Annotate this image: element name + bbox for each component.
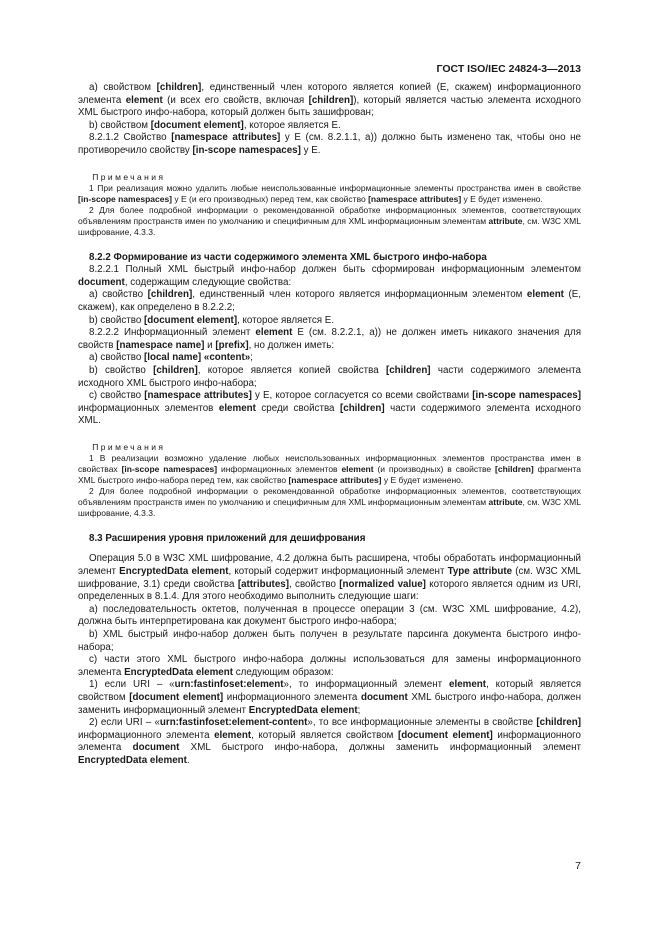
notes-label: Примечания (78, 171, 166, 182)
spacer (78, 428, 581, 442)
spacer (78, 519, 581, 533)
document-body (78, 82, 581, 768)
paragraph: c) части этого XML быстрого инфо-набора должны использоваться для замены информационного элемента EncryptedData element следующим образом: (78, 654, 581, 678)
paragraph: b) свойство [document element], которое является E. (89, 314, 335, 326)
paragraph: a) свойство [children], единственный член которого является информационным элементом element (E, скажем), как определено в 8.2.2.2; (78, 289, 582, 313)
note-paragraph: 2 Для более подробной информации о рекомендованной обработке информационных элементов, соответствующих объявлениям пространств имен по умолчанию и специфичным для XML информационным элементам attribute, см. W3C XML шифрование, 4.3.3. (78, 485, 581, 518)
paragraph: a) свойство [local name] «content»; (89, 352, 253, 364)
document-header: ГОСТ ISO/IEC 24824-3—2013 (436, 63, 581, 75)
paragraph: Операция 5.0 в W3C XML шифрование, 4.2 должна быть расширена, чтобы обработать информационный элемент EncryptedData element, который содержит информационный элемент Type attribute (см. W3C XML шифрование, 3.1) среди свойства [attributes], свойство [normalized value] которого является одним из URI, определенных в 8.1.4. Для этого необходимо выполнить следующие шаги: (78, 553, 581, 603)
notes-label: Примечания (78, 441, 166, 452)
spacer (78, 545, 581, 553)
section-heading: 8.3 Расширения уровня приложений для дешифрования (89, 532, 366, 544)
paragraph: b) XML быстрый инфо-набор должен быть получен в результате парсинга документа быстрого инфо-набора; (78, 629, 581, 653)
paragraph: 8.2.1.2 Свойство [namespace attributes] у E (см. 8.2.1.1, a)) должно быть изменено так, чтобы оно не противоречило свойству [in-scope namespaces] у E. (78, 132, 581, 156)
note-paragraph: 2 Для более подробной информации о рекомендованной обработке информационных элементов, соответствующих объявлениям пространств имен по умолчанию и специфичным для XML информационным элементам attribute, см. W3C XML шифрование, 4.3.3. (78, 204, 581, 237)
paragraph: b) свойство [children], которое является копией свойства [children] части содержимого элемента исходного XML быстрого инфо-набора; (78, 364, 582, 389)
spacer (78, 238, 581, 252)
note-paragraph: 1 В реализации возможно удаление любых неиспользованных информационных элементов пространства имен в свойствах [in-scope namespaces] информационных элементов element (и производных) в свойстве [children] фрагмента XML быстрого инфо-набора перед тем, как свойство [namespace attributes] у E будет изменено. (78, 452, 581, 485)
paragraph: a) свойством [children], единственный член которого является копией (E, скажем) информационного элемента element (и всех его свойств, включая [children]), который является частью элемента исходного XML быстрого инфо-набора, который должен быть зашифрован; (78, 82, 582, 119)
paragraph: a) последовательность октетов, полученная в процессе операции 3 (см. W3C XML шифрование, 4.2), должна быть интерпретирована как документ быстрого инфо-набора; (78, 603, 581, 628)
spacer (78, 158, 581, 172)
note-paragraph: 1 При реализация можно удалить любые неиспользованные информационные элементы пространства имен в свойстве [in-scope namespaces] у E (и его производных) перед тем, как свойство [namespace attributes] у E будет изменено. (78, 182, 581, 204)
paragraph: 1) если URI – «urn:fastinfoset:element», то информационный элемент element, который является свойством [document element] информационного элемента document XML быстрого инфо-набора, должен заменить информационный элемент EncryptedData element; (78, 679, 582, 716)
paragraph: b) свойством [document element], которое является E. (89, 119, 341, 131)
paragraph: 8.2.2.2 Информационный элемент element E (см. 8.2.2.1, a)) не должен иметь никакого значения для свойств [namespace name] и [prefix], но должен иметь: (78, 327, 582, 351)
paragraph: c) свойство [namespace attributes] у E, которое согласуется со всеми свойствами [in-scope namespaces] информационных элементов element среди свойства [children] части содержимого элемента исходного XML. (78, 390, 582, 427)
paragraph: 2) если URI – «urn:fastinfoset:element-content», то все информационные элементы в свойстве [children] информационного элемента element, который является свойством [document element] информационного элемента document XML быстрого инфо-набора, должны заменить информационный элемент EncryptedData element. (78, 717, 581, 766)
paragraph: 8.2.2.1 Полный XML быстрый инфо-набор должен быть сформирован информационным элементом document, содержащим следующие свойства: (78, 264, 581, 288)
section-heading: 8.2.2 Формирование из части содержимого элемента XML быстрого инфо-набора (89, 251, 487, 263)
page-number: 7 (575, 860, 581, 872)
